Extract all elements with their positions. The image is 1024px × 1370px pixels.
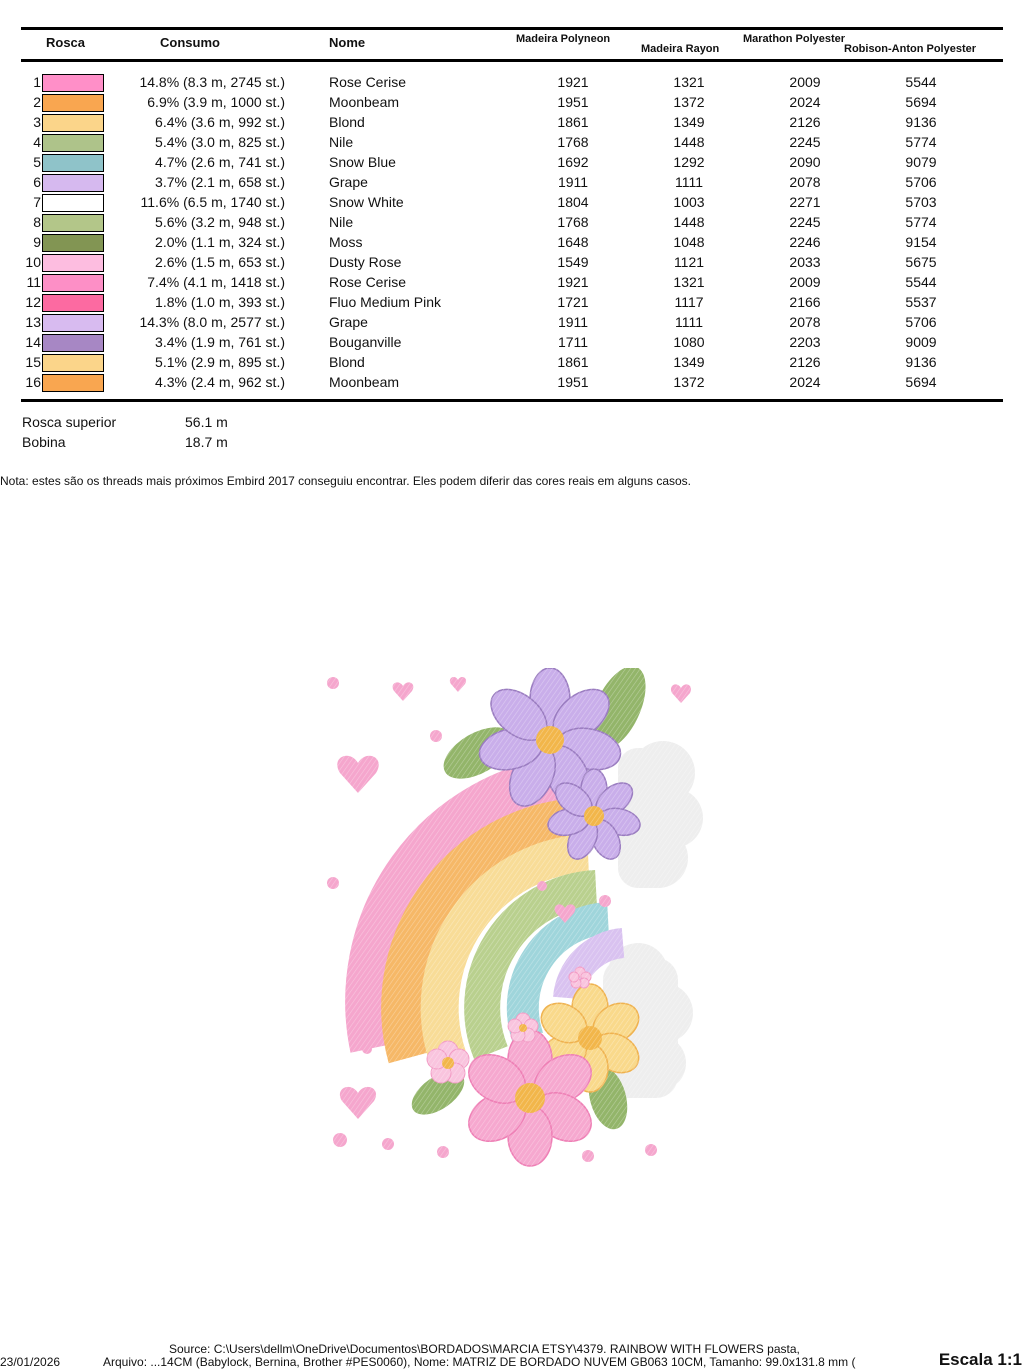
color-swatch <box>42 374 104 392</box>
thread-name: Blond <box>329 354 365 370</box>
madeira-polyneon-code: 1711 <box>557 334 589 350</box>
robison-anton-code: 5694 <box>905 94 937 110</box>
consumption: 3.4% (1.9 m, 761 st.) <box>155 334 285 350</box>
table-row <box>0 172 1024 192</box>
consumption: 14.8% (8.3 m, 2745 st.) <box>139 74 285 90</box>
color-swatch <box>42 214 104 232</box>
color-swatch <box>42 174 104 192</box>
color-swatch <box>42 154 104 172</box>
marathon-polyester-code: 2024 <box>789 374 821 390</box>
table-row <box>0 292 1024 312</box>
madeira-rayon-code: 1080 <box>673 334 705 350</box>
madeira-polyneon-code: 1721 <box>557 294 589 310</box>
madeira-rayon-code: 1003 <box>673 194 705 210</box>
thread-name: Grape <box>329 174 368 190</box>
madeira-rayon-code: 1111 <box>674 174 704 190</box>
marathon-polyester-code: 2126 <box>789 114 821 130</box>
consumption: 3.7% (2.1 m, 658 st.) <box>155 174 285 190</box>
table-row <box>0 72 1024 92</box>
table-row <box>0 112 1024 132</box>
marathon-polyester-code: 2246 <box>789 234 821 250</box>
madeira-polyneon-code: 1951 <box>557 94 589 110</box>
header-madeira-polyneon: Madeira Polyneon <box>516 33 611 45</box>
thread-name: Snow White <box>329 194 404 210</box>
thread-number: 16 <box>25 374 41 390</box>
thread-number: 6 <box>33 174 41 190</box>
table-row <box>0 212 1024 232</box>
table-row <box>0 272 1024 292</box>
thread-number: 5 <box>33 154 41 170</box>
thread-name: Moonbeam <box>329 374 400 390</box>
madeira-rayon-code: 1117 <box>674 294 704 310</box>
consumption: 6.9% (3.9 m, 1000 st.) <box>147 94 285 110</box>
robison-anton-code: 5706 <box>905 174 937 190</box>
madeira-polyneon-code: 1804 <box>557 194 589 210</box>
thread-name: Bouganville <box>329 334 402 350</box>
robison-anton-code: 5774 <box>905 134 937 150</box>
header-robison-anton-polyester: Robison-Anton Polyester <box>844 43 977 55</box>
marathon-polyester-code: 2078 <box>789 314 821 330</box>
thread-number: 15 <box>25 354 41 370</box>
thread-name: Nile <box>329 214 354 230</box>
table-header-rule <box>21 59 1003 62</box>
color-swatch <box>42 354 104 372</box>
consumption: 5.1% (2.9 m, 895 st.) <box>155 354 285 370</box>
madeira-polyneon-code: 1911 <box>557 314 589 330</box>
madeira-polyneon-code: 1861 <box>557 354 589 370</box>
table-row <box>0 352 1024 372</box>
consumption: 5.4% (3.0 m, 825 st.) <box>155 134 285 150</box>
thread-number: 10 <box>25 254 41 270</box>
table-row <box>0 132 1024 152</box>
consumption: 1.8% (1.0 m, 393 st.) <box>155 294 285 310</box>
thread-name: Fluo Medium Pink <box>329 294 442 310</box>
robison-anton-code: 9154 <box>905 234 937 250</box>
scale-label: Escala 1:1 <box>938 1350 1022 1369</box>
bobbin-label: Bobina <box>22 434 66 450</box>
thread-name: Dusty Rose <box>329 254 402 270</box>
consumption: 4.7% (2.6 m, 741 st.) <box>155 154 285 170</box>
color-swatch <box>42 254 104 272</box>
table-row <box>0 332 1024 352</box>
robison-anton-code: 5703 <box>905 194 937 210</box>
madeira-polyneon-code: 1921 <box>557 274 589 290</box>
robison-anton-code: 5544 <box>905 74 937 90</box>
thread-number: 2 <box>33 94 41 110</box>
thread-name: Nile <box>329 134 354 150</box>
madeira-polyneon-code: 1951 <box>557 374 589 390</box>
thread-number: 11 <box>26 274 41 290</box>
consumption: 5.6% (3.2 m, 948 st.) <box>155 214 285 230</box>
table-bottom-rule <box>21 399 1003 402</box>
top-thread-value: 56.1 m <box>185 414 228 430</box>
consumption: 14.3% (8.0 m, 2577 st.) <box>139 314 285 330</box>
table-row <box>0 252 1024 272</box>
madeira-rayon-code: 1372 <box>673 374 705 390</box>
thread-number: 9 <box>33 234 41 250</box>
table-row <box>0 312 1024 332</box>
marathon-polyester-code: 2166 <box>789 294 821 310</box>
color-swatch <box>42 234 104 252</box>
color-swatch <box>42 114 104 132</box>
marathon-polyester-code: 2090 <box>789 154 821 170</box>
consumption: 7.4% (4.1 m, 1418 st.) <box>147 274 285 290</box>
thread-number: 14 <box>25 334 41 350</box>
marathon-polyester-code: 2271 <box>789 194 821 210</box>
color-swatch <box>42 334 104 352</box>
table-row <box>0 372 1024 392</box>
source-path: Source: C:\Users\dellm\OneDrive\Documentos\BORDADOS\MARCIA ETSY\4379. RAINBOW WITH FLOWERS pasta, <box>169 1342 800 1356</box>
table-row <box>0 152 1024 172</box>
file-info: Arquivo: ...14CM (Babylock, Bernina, Brother #PES0060), Nome: MATRIZ DE BORDADO NUVEM GB063 10CM, Tamanho: 99.0x131.8 mm ( <box>103 1355 856 1369</box>
header-consumo: Consumo <box>160 35 220 50</box>
madeira-rayon-code: 1321 <box>673 274 705 290</box>
robison-anton-code: 9009 <box>905 334 937 350</box>
marathon-polyester-code: 2126 <box>789 354 821 370</box>
madeira-rayon-code: 1349 <box>673 354 705 370</box>
consumption: 6.4% (3.6 m, 992 st.) <box>155 114 285 130</box>
color-swatch <box>42 74 104 92</box>
madeira-rayon-code: 1372 <box>673 94 705 110</box>
bobbin-value: 18.7 m <box>185 434 228 450</box>
color-swatch <box>42 294 104 312</box>
thread-name: Rose Cerise <box>329 74 407 90</box>
marathon-polyester-code: 2033 <box>789 254 821 270</box>
color-swatch <box>42 314 104 332</box>
madeira-rayon-code: 1349 <box>673 114 705 130</box>
consumption: 2.6% (1.5 m, 653 st.) <box>155 254 285 270</box>
madeira-polyneon-code: 1648 <box>557 234 589 250</box>
thread-name: Rose Cerise <box>329 274 407 290</box>
table-row <box>0 232 1024 252</box>
consumption: 2.0% (1.1 m, 324 st.) <box>155 234 285 250</box>
robison-anton-code: 9136 <box>905 354 937 370</box>
marathon-polyester-code: 2009 <box>789 274 821 290</box>
header-rosca: Rosca <box>46 35 86 50</box>
table-row <box>0 192 1024 212</box>
madeira-rayon-code: 1448 <box>673 214 705 230</box>
madeira-polyneon-code: 1549 <box>557 254 589 270</box>
madeira-polyneon-code: 1911 <box>557 174 589 190</box>
consumption: 4.3% (2.4 m, 962 st.) <box>155 374 285 390</box>
color-swatch <box>42 94 104 112</box>
thread-name: Moss <box>329 234 363 250</box>
marathon-polyester-code: 2245 <box>789 214 821 230</box>
robison-anton-code: 5537 <box>905 294 937 310</box>
madeira-rayon-code: 1448 <box>673 134 705 150</box>
thread-name: Moonbeam <box>329 94 400 110</box>
madeira-polyneon-code: 1692 <box>557 154 589 170</box>
robison-anton-code: 5675 <box>905 254 937 270</box>
robison-anton-code: 9136 <box>905 114 937 130</box>
madeira-rayon-code: 1121 <box>673 254 705 270</box>
marathon-polyester-code: 2009 <box>789 74 821 90</box>
header-nome: Nome <box>329 35 366 50</box>
madeira-rayon-code: 1048 <box>673 234 705 250</box>
color-swatch <box>42 274 104 292</box>
thread-number: 4 <box>33 134 41 150</box>
madeira-polyneon-code: 1768 <box>557 214 589 230</box>
embroidery-design-preview <box>318 668 708 1173</box>
robison-anton-code: 5774 <box>905 214 937 230</box>
thread-number: 12 <box>25 294 41 310</box>
madeira-polyneon-code: 1768 <box>557 134 589 150</box>
madeira-rayon-code: 1111 <box>674 314 704 330</box>
thread-number: 3 <box>33 114 41 130</box>
top-thread-label: Rosca superior <box>22 414 117 430</box>
thread-name: Blond <box>329 114 365 130</box>
header-marathon-polyester: Marathon Polyester <box>743 33 846 45</box>
robison-anton-code: 5694 <box>905 374 937 390</box>
thread-number: 1 <box>33 74 41 90</box>
thread-name: Snow Blue <box>329 154 396 170</box>
robison-anton-code: 5544 <box>905 274 937 290</box>
table-top-rule <box>21 27 1003 30</box>
consumption: 11.6% (6.5 m, 1740 st.) <box>140 194 285 210</box>
table-row <box>0 92 1024 112</box>
print-date: 23/01/2026 <box>0 1355 61 1369</box>
thread-number: 13 <box>25 314 41 330</box>
marathon-polyester-code: 2024 <box>789 94 821 110</box>
robison-anton-code: 9079 <box>905 154 937 170</box>
thread-match-note: Nota: estes são os threads mais próximos Embird 2017 conseguiu encontrar. Eles podem diferir das cores reais em alguns casos. <box>0 474 692 488</box>
madeira-polyneon-code: 1861 <box>557 114 589 130</box>
robison-anton-code: 5706 <box>905 314 937 330</box>
thread-number: 7 <box>33 194 41 210</box>
marathon-polyester-code: 2245 <box>789 134 821 150</box>
header-madeira-rayon: Madeira Rayon <box>641 43 720 55</box>
color-swatch <box>42 134 104 152</box>
marathon-polyester-code: 2203 <box>789 334 821 350</box>
madeira-rayon-code: 1321 <box>673 74 705 90</box>
thread-number: 8 <box>33 214 41 230</box>
thread-name: Grape <box>329 314 368 330</box>
madeira-polyneon-code: 1921 <box>557 74 589 90</box>
marathon-polyester-code: 2078 <box>789 174 821 190</box>
color-swatch <box>42 194 104 212</box>
madeira-rayon-code: 1292 <box>673 154 705 170</box>
